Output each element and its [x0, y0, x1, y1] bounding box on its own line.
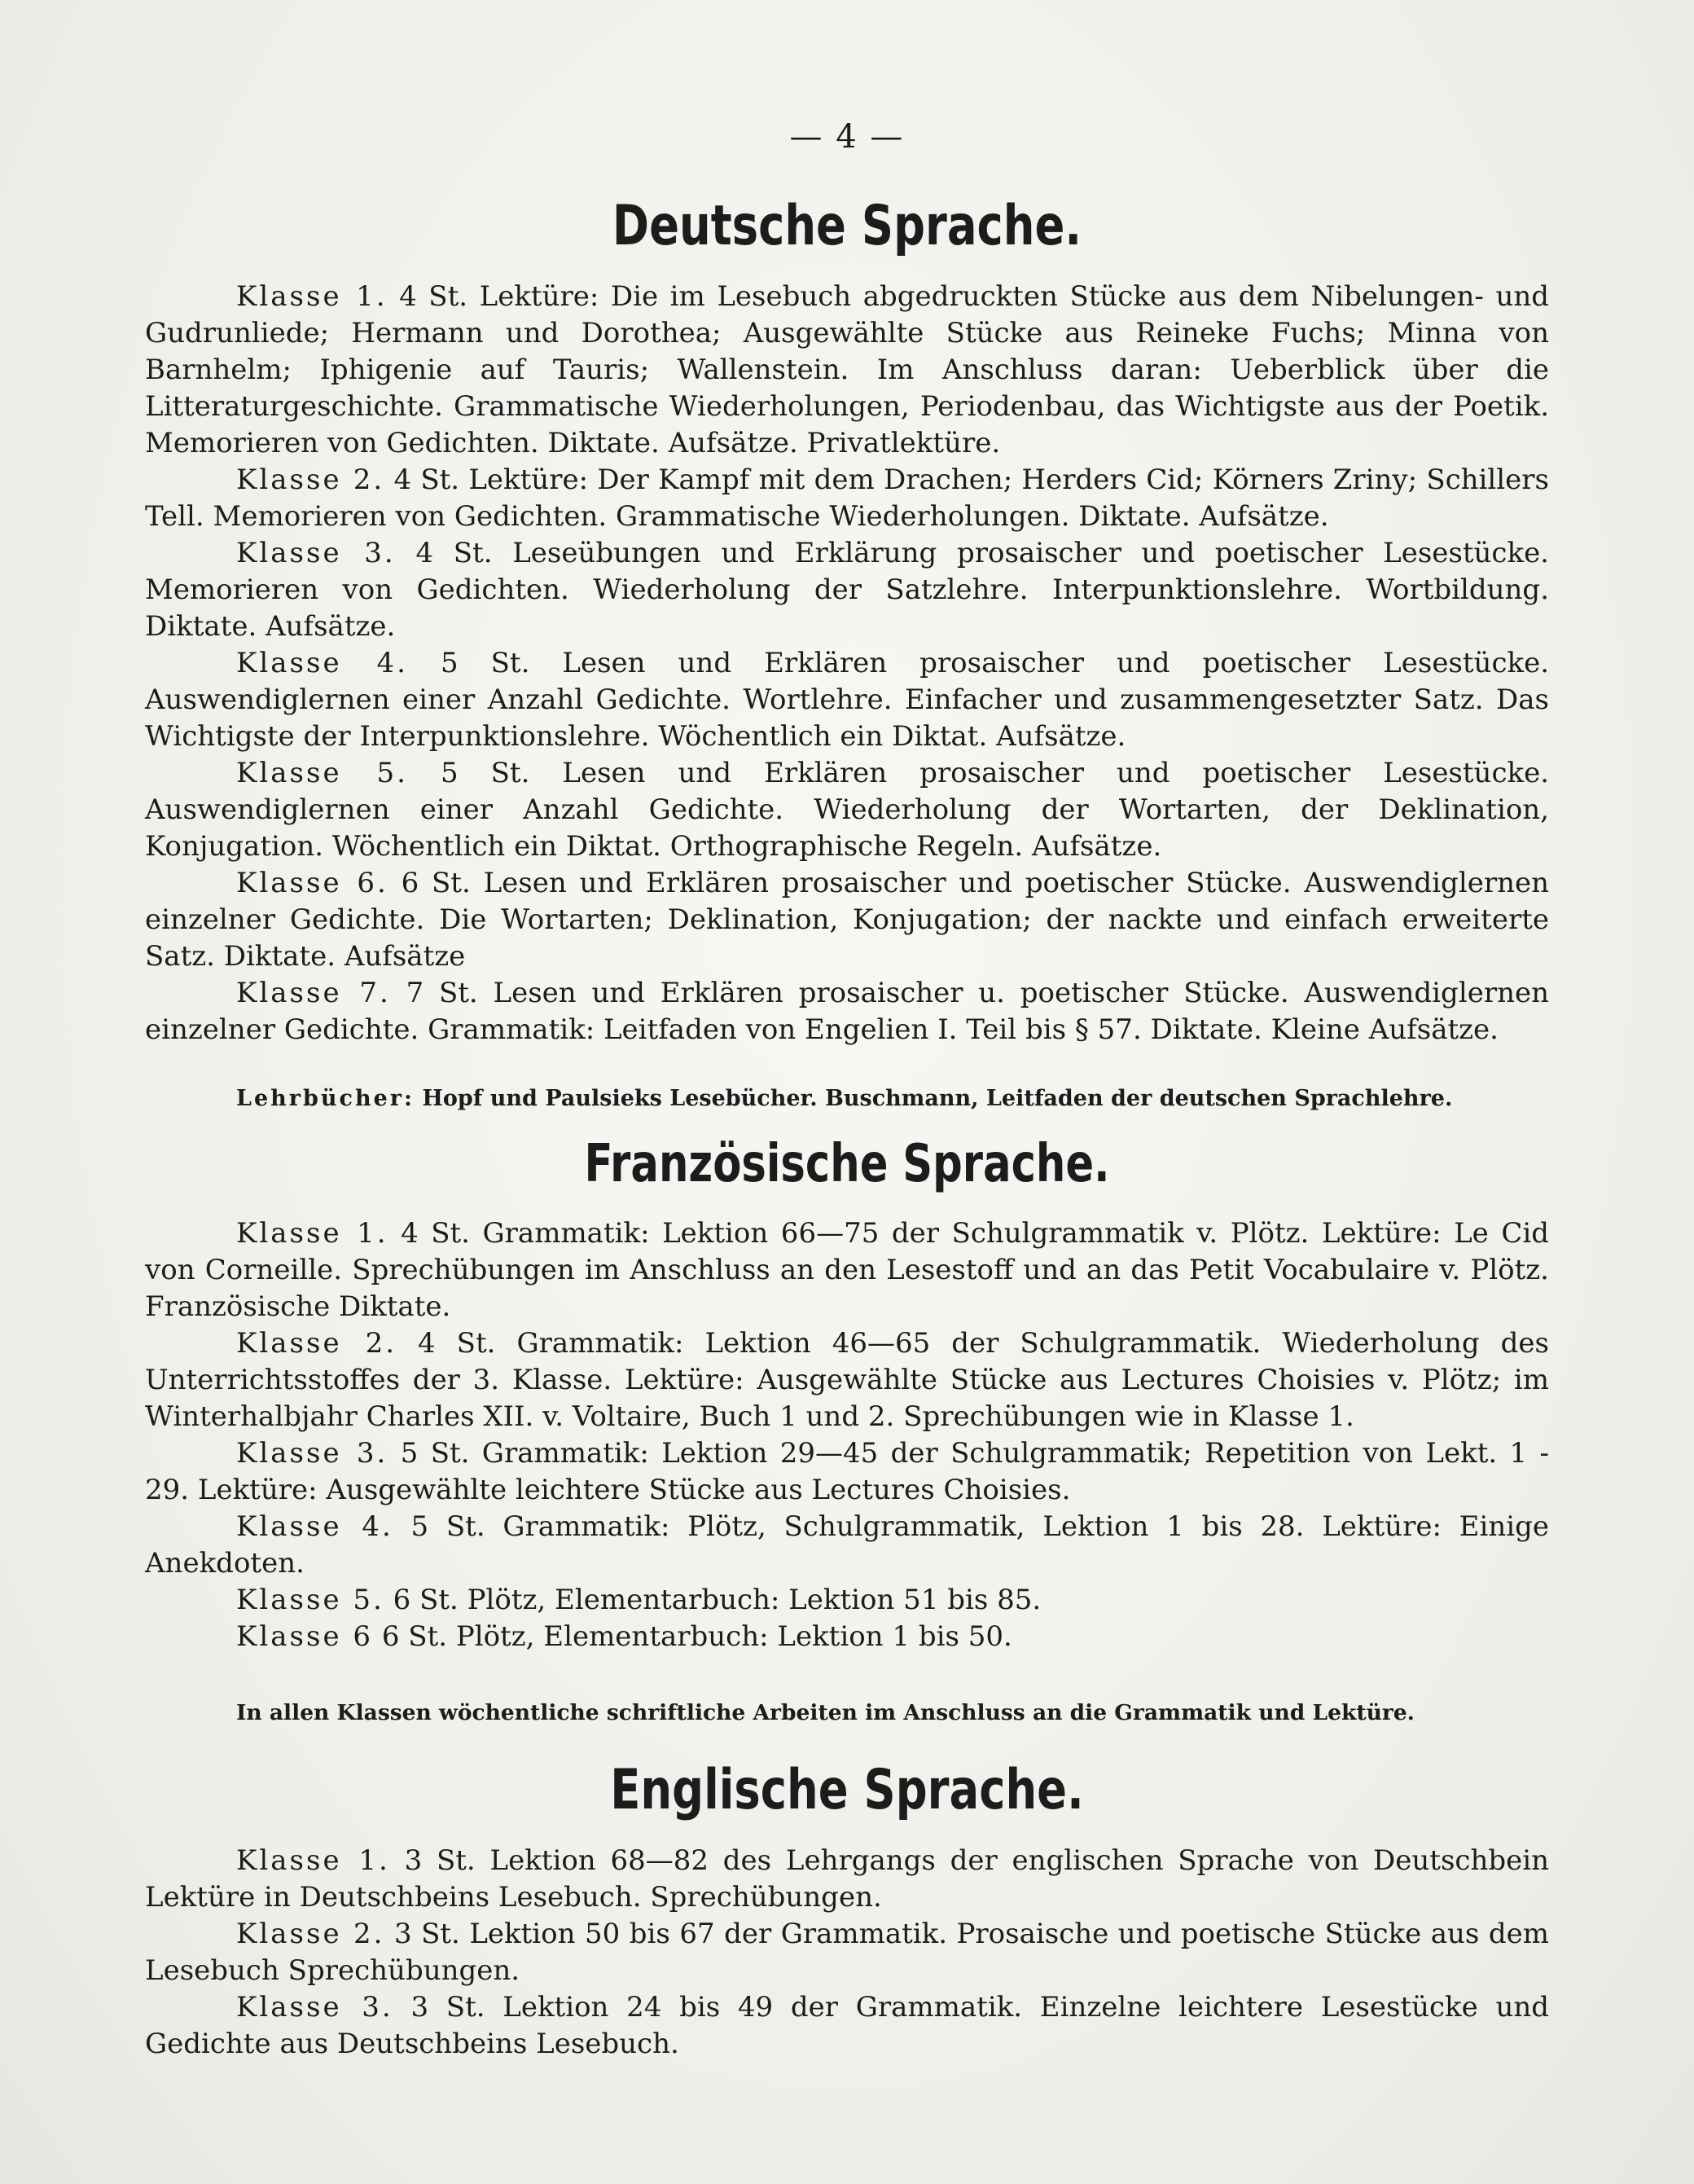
section-title-deutsch: Deutsche Sprache.: [612, 194, 1082, 258]
klasse-label: Klasse 1.: [236, 280, 388, 313]
klasse-label: Klasse 7.: [236, 977, 391, 1009]
klasse-label: Klasse 1.: [236, 1844, 390, 1877]
textbooks-line: [236, 1085, 1547, 1113]
entry-franz-2: [145, 1325, 1549, 1435]
entry-deutsch-6: [145, 865, 1549, 975]
klasse-label: Klasse 4.: [236, 1510, 393, 1543]
klasse-label: Klasse 5.: [236, 757, 408, 789]
entry-deutsch-1: [145, 279, 1549, 462]
entry-engl-2: [145, 1916, 1549, 1989]
klasse-label: Klasse 4.: [236, 647, 408, 679]
klasse-label: Klasse 6.: [236, 867, 388, 899]
section-title-englisch: Englische Sprache.: [610, 1758, 1084, 1822]
section-title-franzoesisch: Französische Sprache.: [584, 1134, 1110, 1194]
entry-text: 5 St. Grammatik: Lektion 29—45 der Schulgrammatik; Repetition von Lekt. 1 - 29. Lektüre: Ausgewählte leichtere Stücke aus Lectures Choisies.: [145, 1437, 1550, 1506]
entry-text: 5 St. Lesen und Erklären prosaischer und poetischer Lesestücke. Auswendiglernen einer Anzahl Gedichte. Wiederholung der Wortarten, der Deklination, Konjugation. Wöchentlich ein Diktat. Orthographische Regeln. Aufsätze.: [145, 757, 1550, 863]
section-body-franzoesisch: [145, 1215, 1549, 1655]
klasse-label: Klasse 2.: [236, 464, 385, 496]
entry-deutsch-2: [145, 462, 1549, 535]
entry-franz-4: [145, 1509, 1549, 1582]
entry-text: 4 St. Grammatik: Lektion 46—65 der Schulgrammatik. Wiederholung des Unterrichtsstoffes der 3. Klasse. Lektüre: Ausgewählte Stücke aus Lectures Choisies v. Plötz; im Winterhalbjahr Charles XII. v. Voltaire, Buch 1 und 2. Sprechübungen wie in Klasse 1.: [145, 1327, 1549, 1433]
klasse-label: Klasse 2.: [236, 1327, 397, 1360]
entry-deutsch-4: [145, 645, 1549, 755]
entry-text: 3 St. Lektion 68—82 des Lehrgangs der englischen Sprache von Deutschbein Lektüre in Deutschbeins Lesebuch. Sprechübungen.: [145, 1844, 1550, 1914]
entry-engl-1: [145, 1843, 1549, 1916]
klasse-label: Klasse 5.: [236, 1584, 384, 1616]
entry-deutsch-7: [145, 975, 1549, 1048]
french-note: In allen Klassen wöchentliche schriftliche Arbeiten im Anschluss an die Grammatik und Lektüre.: [236, 1700, 1415, 1725]
entry-engl-3: [145, 1989, 1549, 2063]
entry-text: 5 St. Lesen und Erklären prosaischer und poetischer Lesestücke. Auswendiglernen einer Anzahl Gedichte. Wortlehre. Einfacher und zusammengesetzter Satz. Das Wichtigste der Interpunktionslehre. Wöchentlich ein Diktat. Aufsätze.: [145, 647, 1550, 753]
entry-franz-3: [145, 1435, 1549, 1509]
entry-franz-6: [145, 1619, 1549, 1655]
entry-text: 4 St. Grammatik: Lektion 66—75 der Schulgrammatik v. Plötz. Lektüre: Le Cid von Corneille. Sprechübungen im Anschluss an den Lesestoff und an das Petit Vocabulaire v. Plötz. Französische Diktate.: [145, 1217, 1549, 1323]
klasse-label: Klasse 3.: [236, 1991, 393, 2024]
textbooks-text: Hopf und Paulsieks Lesebücher. Buschmann, Leitfaden der deutschen Sprachlehre.: [422, 1086, 1453, 1111]
entry-text: 5 St. Grammatik: Plötz, Schulgrammatik, Lektion 1 bis 28. Lektüre: Einige Anekdoten.: [145, 1510, 1549, 1580]
textbooks-label: Lehrbücher:: [236, 1086, 415, 1111]
entry-text: 7 St. Lesen und Erklären prosaischer u. poetischer Stücke. Auswendiglernen einzelner Gedichte. Grammatik: Leitfaden von Engelien I. Teil bis § 57. Diktate. Kleine Aufsätze.: [145, 977, 1549, 1046]
entry-text: 4 St. Leseübungen und Erklärung prosaischer und poetischer Lesestücke. Memorieren von Gedichten. Wiederholung der Satzlehre. Interpunktionslehre. Wortbildung. Diktate. Aufsätze.: [145, 537, 1549, 643]
entry-text: 4 St. Lektüre: Die im Lesebuch abgedruckten Stücke aus dem Nibelungen- und Gudrunliede; Hermann und Dorothea; Ausgewählte Stücke aus Reineke Fuchs; Minna von Barnhelm; Iphigenie auf Tauris; Wallenstein. Im Anschluss daran: Ueberblick über die Litteraturgeschichte. Grammatische Wiederholungen, Periodenbau, das Wichtigste aus der Poetik. Memorieren von Gedichten. Diktate. Aufsätze. Privatlektüre.: [145, 280, 1550, 459]
entry-deutsch-5: [145, 755, 1549, 865]
klasse-label: Klasse 3.: [236, 1437, 388, 1470]
entry-text: 6 St. Lesen und Erklären prosaischer und poetischer Stücke. Auswendiglernen einzelner Gedichte. Die Wortarten; Deklination, Konjugation; der nackte und einfach erweiterte Satz. Diktate. Aufsätze: [145, 867, 1549, 973]
section-body-deutsch: [145, 279, 1549, 1048]
entry-text: 6 St. Plötz, Elementarbuch: Lektion 51 bis 85.: [393, 1584, 1042, 1616]
entry-deutsch-3: [145, 535, 1549, 645]
section-body-englisch: [145, 1843, 1549, 2063]
page-number: — 4 —: [789, 118, 905, 156]
klasse-label: Klasse 6: [236, 1620, 374, 1653]
klasse-label: Klasse 2.: [236, 1918, 385, 1950]
entry-text: 4 St. Lektüre: Der Kampf mit dem Drachen; Herders Cid; Körners Zriny; Schillers Tell. Memorieren von Gedichten. Grammatische Wiederholungen. Diktate. Aufsätze.: [145, 464, 1549, 533]
klasse-label: Klasse 1.: [236, 1217, 388, 1250]
entry-franz-1: [145, 1215, 1549, 1325]
entry-text: 6 St. Plötz, Elementarbuch: Lektion 1 bis 50.: [381, 1620, 1012, 1653]
entry-text: 3 St. Lektion 24 bis 49 der Grammatik. Einzelne leichtere Lesestücke und Gedichte aus Deutschbeins Lesebuch.: [145, 1991, 1550, 2060]
klasse-label: Klasse 3.: [236, 537, 396, 569]
entry-franz-5: [145, 1582, 1549, 1619]
entry-text: 3 St. Lektion 50 bis 67 der Grammatik. Prosaische und poetische Stücke aus dem Lesebuch Sprechübungen.: [145, 1918, 1549, 1987]
